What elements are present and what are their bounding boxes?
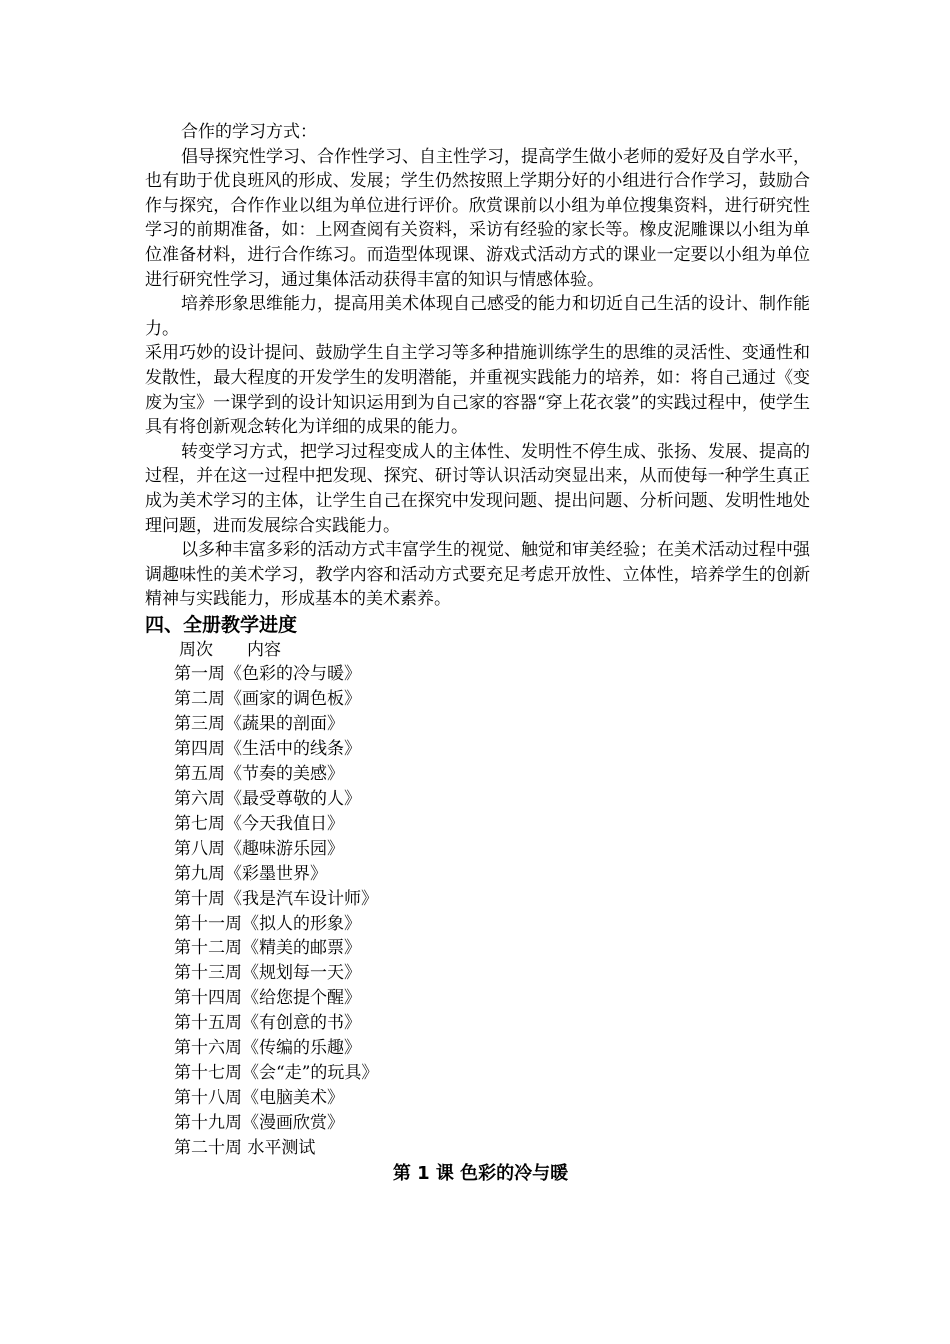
schedule-item: 第二周《画家的调色板》 bbox=[174, 689, 361, 710]
schedule-header-week: 周次 bbox=[179, 639, 213, 660]
paragraph-design-questions: 采用巧妙的设计提问、鼓励学生自主学习等多种措施训练学生的思维的灵活性、变通性和发散性，最大程度的开发学生的发明潜能，并重视实践能力的培养，如：将自己通过《变废为宝》一课学到的设计知识运用到为自己家的容器“穿上花衣裳”的实践过程中，使学生具有将创新观念转化为详细的成果的能力。 bbox=[145, 343, 810, 438]
schedule-item: 第十八周《电脑美术》 bbox=[174, 1087, 344, 1108]
schedule-item: 第四周《生活中的线条》 bbox=[174, 739, 361, 760]
schedule-item: 第十三周《规划每一天》 bbox=[174, 963, 361, 984]
schedule-item: 第五周《节奏的美感》 bbox=[174, 764, 344, 785]
lesson-title: 第 1 课 色彩的冷与暖 bbox=[392, 1162, 569, 1184]
schedule-header-content: 内容 bbox=[247, 639, 281, 660]
paragraph-activity-methods: 以多种丰富多彩的活动方式丰富学生的视觉、触觉和审美经验；在美术活动过程中强调趣味性的美术学习，教学内容和活动方式要充足考虑开放性、立体性，培养学生的创新精神与实践能力，形成基本的美术素养。 bbox=[145, 540, 810, 610]
schedule-item: 第六周《最受尊敬的人》 bbox=[174, 789, 361, 809]
paragraph-cooperative-learning: 倡导探究性学习、合作性学习、自主性学习，提高学生做小老师的爱好及自学水平，也有助于优良班风的形成、发展；学生仍然按照上学期分好的小组进行合作学习，鼓励合作与探究，合作作业以组为单位进行评价。欣赏课前以小组为单位搜集资料，进行研究性学习的前期准备，如：上网查阅有关资料，采访有经验的家长等。橡皮泥雕课以小组为单位准备材料，进行合作练习。而造型体现课、游戏式活动方式的课业一定要以小组为单位进行研究性学习，通过集体活动获得丰富的知识与情感体验。 bbox=[145, 146, 810, 290]
schedule-item: 第十七周《会“走”的玩具》 bbox=[174, 1062, 379, 1083]
paragraph-learning-transformation: 转变学习方式，把学习过程变成人的主体性、发明性不停生成、张扬、发展、提高的过程，并在这一过程中把发现、探究、研讨等认识活动突显出来，从而使每一种学生真正成为美术学习的主体，让学生自己在探究中发现问题、提出问题、分析问题、发明性地处理问题，进而发展综合实践能力。 bbox=[145, 441, 810, 536]
schedule-item: 第十周《我是汽车设计师》 bbox=[174, 888, 378, 909]
schedule-item: 第十四周《给您提个醒》 bbox=[174, 988, 361, 1009]
schedule-item: 第三周《蔬果的剖面》 bbox=[174, 714, 344, 735]
section-intro: 合作的学习方式： bbox=[181, 122, 317, 142]
schedule-item: 第七周《今天我值日》 bbox=[174, 813, 344, 834]
section-heading-schedule: 四、全册教学进度 bbox=[145, 613, 298, 636]
schedule-list bbox=[145, 662, 810, 1160]
schedule-item: 第十一周《拟人的形象》 bbox=[174, 913, 361, 934]
schedule-item: 第十六周《传编的乐趣》 bbox=[174, 1038, 361, 1059]
schedule-item: 第九周《彩墨世界》 bbox=[174, 863, 327, 884]
schedule-item: 第八周《趣味游乐园》 bbox=[174, 838, 344, 859]
schedule-item: 第十五周《有创意的书》 bbox=[174, 1013, 361, 1034]
document-page bbox=[145, 120, 810, 1187]
schedule-item: 第一周《色彩的冷与暖》 bbox=[174, 664, 361, 685]
schedule-header bbox=[179, 638, 810, 663]
schedule-item: 第十二周《精美的邮票》 bbox=[174, 938, 361, 959]
schedule-item: 第十九周《漫画欣赏》 bbox=[174, 1112, 344, 1133]
schedule-item: 第二十周 水平测试 bbox=[174, 1137, 316, 1158]
paragraph-image-thinking: 培养形象思维能力，提高用美术体现自己感受的能力和切近自己生活的设计、制作能力。 bbox=[145, 294, 810, 339]
